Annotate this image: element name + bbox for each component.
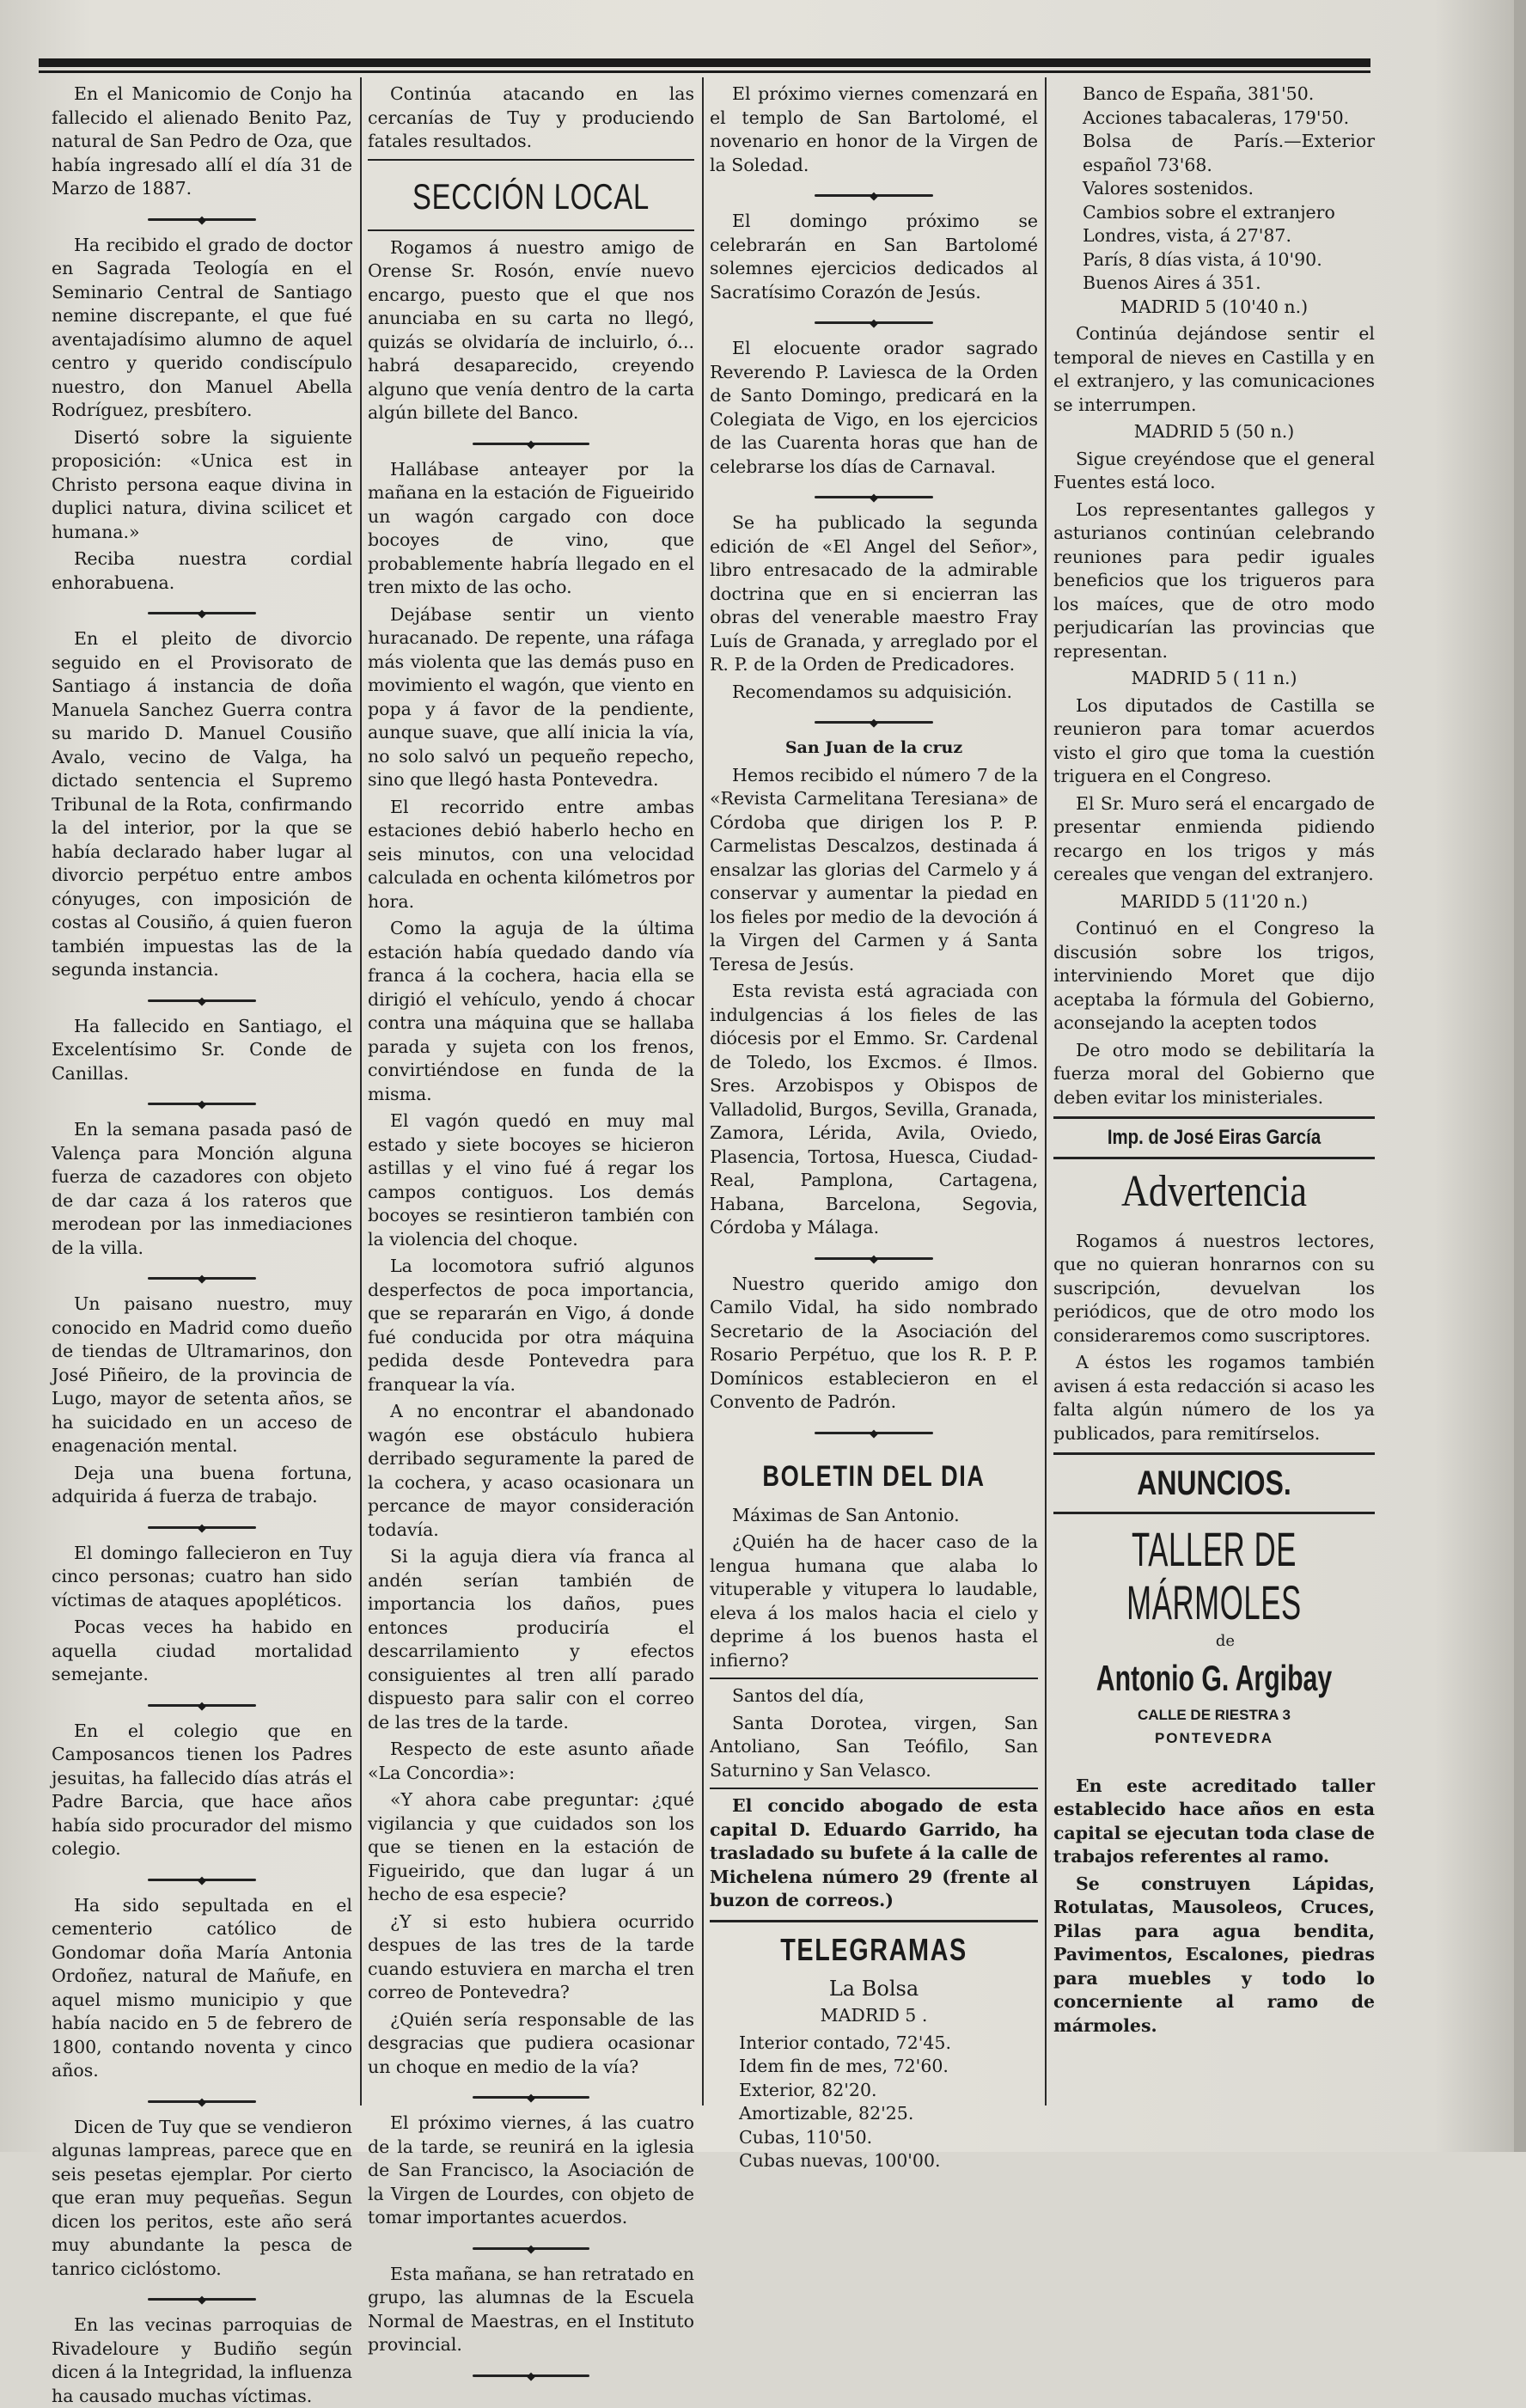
news-item: Disertó sobre la siguiente proposición: «Unica est in Christo persona eaque divina in duplici natura, divina scilicet et humana.» [52, 426, 352, 542]
news-item: En el pleito de divorcio seguido en el Provisorato de Santiago á instancia de doña Manuela Sanchez Guerra contra su marido D. Manuel Cousiño Avalo, vecino de Valga, ha dictado sentencia el Supremo Tribunal de la Rota, confirmando la del interior, por la que se había declarado haber lugar al divorcio perpétuo entre ambos cónyuges, con imposición de costas al Cousiño, á quien fueron también impuestas las de la segunda instancia. [52, 628, 352, 980]
dateline: MADRID 5 . [820, 2005, 928, 2026]
news-item: Como la aguja de la última estación había quedado dando vía franca á la cochera, hacia ella se dirigió el vehículo, yendo á chocar contra una máquina que se hallaba parada y sujeta con los frenos, convirtiéndose en funda de la misma. [368, 918, 694, 1104]
imprint: Imp. de José Eiras García [1107, 1126, 1322, 1149]
news-item: El próximo viernes comenzará en el templo de San Bartolomé, el novenario en honor de la Virgen de la Soledad. [710, 83, 1038, 175]
ornament-divider [710, 482, 1038, 511]
quote-line: Amortizable, 82'25. [739, 2103, 914, 2124]
news-item: Reciba nuestra cordial enhorabuena. [52, 548, 352, 593]
news-item: El vagón quedó en muy mal estado y siete bocoyes se hicieron astillas y el vino fué á regar los campos contiguos. Los demás bocoyes se resintieron también con la violencia del choque. [368, 1110, 694, 1250]
news-item: Santa Dorotea, virgen, San Antoliano, San Teófilo, San Saturnino y San Velasco. [710, 1712, 1038, 1781]
news-item: El domingo próximo se celebrarán en San Bartolomé solemnes ejercicios dedicados al Sacratísimo Corazón de Jesús. [710, 211, 1038, 303]
ad-connector: de [1215, 1632, 1236, 1650]
quote-line: Valores sostenidos. [1083, 178, 1254, 199]
news-item: Continuó en el Congreso la discusión sobre los trigos, interviniendo Moret que dijo aceptaba la fórmula del Gobierno, aconsejando la acepten todos [1053, 918, 1375, 1033]
news-item: Se ha publicado la segunda edición de «El Angel del Señor», libro entresacado de la admirable doctrina que en si encierran las obras del venerable maestro Fray Luís de Granada, y arreglado por el R. P. de la Orden de Predicadores. [710, 512, 1038, 675]
quote-line: Interior contado, 72'45. [739, 2032, 951, 2053]
news-item: El elocuente orador sagrado Reverendo P. Laviesca de la Orden de Santo Domingo, predicará en la Colegiata de Vigo, en los ejercicios de las Cuarenta horas que han de celebrarse los días de Carnaval. [710, 338, 1038, 477]
news-item: Respecto de este asunto añade «La Concordia»: [368, 1739, 694, 1783]
news-item: ¿Y si esto hubiera ocurrido despues de las tres de la tarde cuando estuviera en marcha el tren correo de Pontevedra? [368, 1910, 694, 2002]
news-item: En las vecinas parroquias de Rivadeloure y Budiño según dicen á la Integridad, la influenza ha causado muchas víctimas. [52, 2314, 352, 2406]
news-item: Los diputados de Castilla se reunieron para tomar acuerdos visto el giro que toma la cuestión triguera en el Congreso. [1053, 694, 1375, 786]
quote-line: París, 8 días vista, á 10'90. [1083, 248, 1322, 270]
ad-text: Se construyen Lápidas, Rotulatas, Mausoleos, Cruces, Pilas para agua bendita, Pavimentos, Escalones, piedras para muebles y todo lo concerniente al ramo de mármoles. [1053, 1873, 1375, 2036]
news-item: Ha recibido el grado de doctor en Sagrada Teología en el Seminario Central de Santiago nemine discrepante, el que fué aventajadísimo alumno de aquel centro y querido condiscípulo nuestro, don Manuel Abella Rodríguez, presbítero. [52, 234, 352, 420]
advertencia-title: Advertencia [1121, 1166, 1307, 1216]
quote-line: Cubas nuevas, 100'00. [739, 2150, 941, 2171]
section-title: SECCIÓN LOCAL [412, 175, 650, 217]
news-item: ¿Quién ha de hacer caso de la lengua humana que alaba lo vituperable y vitupera lo laudable, eleva á los malos hacia el cielo y deprime á los buenos hasta el infierno? [710, 1531, 1038, 1671]
ornament-divider [368, 2234, 694, 2263]
notice-item: El concido abogado de esta capital D. Eduardo Garrido, ha trasladado su bufete á la calle de Michelena número 29 (frente al buzon de correos.) [710, 1795, 1038, 1910]
quote-line: Acciones tabacaleras, 179'50. [1083, 107, 1350, 128]
column-3 [710, 83, 1038, 2171]
ornament-divider [710, 308, 1038, 337]
quote-list [710, 2032, 1038, 2173]
rule [368, 229, 694, 231]
quote-line: Cambios sobre el extranjero [1083, 201, 1335, 223]
column-rule [1045, 77, 1047, 2105]
ornament-divider [52, 598, 352, 627]
ad-title: TALLER DE MÁRMOLES [1126, 1522, 1302, 1629]
news-item: A no encontrar el abandonado wagón ese obstáculo hubiera derribado seguramente la pared de la cochera, y acaso ocasionara un percance de mayor consideración todavía. [368, 1401, 694, 1540]
news-item: Hallábase anteayer por la mañana en la estación de Figueirido un wagón cargado con doce bocoyes de vino, que probablemente habría llegado en el tren mixto de las ocho. [368, 458, 694, 597]
news-item: El recorrido entre ambas estaciones debió haberlo hecho en seis minutos, con una velocidad calculada en ochenta kilómetros por hora. [368, 796, 694, 912]
ornament-divider [52, 2284, 352, 2313]
news-item: En la semana pasada pasó de Valença para Monción alguna fuerza de cazadores con objeto de dar caza á los rateros que merodean por las inmediaciones de la villa. [52, 1119, 352, 1258]
news-item: Ha sido sepultada en el cementerio católico de Gondomar doña María Antonia Ordoñez, natural de Mañufe, en aquel mismo municipio y que había nacido en 5 de febrero de 1800, contando noventa y cinco años. [52, 1894, 352, 2081]
header-rule-thin [39, 70, 1370, 73]
telegramas-title: TELEGRAMAS [780, 1931, 967, 1967]
ornament-divider [52, 2087, 352, 2116]
rule [710, 1788, 1038, 1789]
news-item: El próximo viernes, á las cuatro de la tarde, se reunirá en la iglesia de San Francisco, la Asociación de la Virgen de Lourdes, con objeto de tomar importantes acuerdos. [368, 2112, 694, 2228]
ornament-divider [52, 1089, 352, 1118]
quote-line: Buenos Aires á 351. [1083, 272, 1261, 293]
rule [1053, 1116, 1375, 1119]
ornament-divider [368, 429, 694, 458]
news-item: Pocas veces ha habido en aquella ciudad mortalidad semejante. [52, 1617, 352, 1684]
news-item: Máximas de San Antonio. [732, 1504, 960, 1525]
rule [710, 1920, 1038, 1922]
notice-item: A éstos les rogamos también avisen á esta redacción si acaso les falta algún número de los ya publicados, para remitírselos. [1053, 1352, 1375, 1444]
quote-line: Banco de España, 381'50. [1083, 83, 1315, 104]
news-item: Esta revista está agraciada con indulgencias á los fieles de las diócesis por el Emmo. Sr. Cardenal de Toledo, los Excmos. é Ilmos. Sres. Arzobispos y Obispos de Valladolid, Burgos, Sevilla, Granada, Zamora, Lérida, Avila, Oviedo, Plasencia, Tortosa, Huesca, Ciudad-Real, Pamplona, Cartagena, Habana, Barcelona, Segovia, Córdoba y Málaga. [710, 981, 1038, 1238]
subheading: San Juan de la cruz [784, 738, 963, 757]
news-item: Sigue creyéndose que el general Fuentes está loco. [1053, 448, 1375, 492]
news-item: Si la aguja diera vía franca al andén serían también de importancia los daños, pues entonces produciría el descarrilamiento y efectos consiguientes al tren allí parado dispuesto para salir con el correo de las tres de la tarde. [368, 1546, 694, 1733]
anuncios-title: ANUNCIOS. [1137, 1464, 1291, 1502]
news-item: En el Manicomio de Conjo ha fallecido el alienado Benito Paz, natural de San Pedro de Oza, que había ingresado allí el día 31 de Marzo de 1887. [52, 83, 352, 199]
ad-address: CALLE DE RIESTRA 3 [1138, 1706, 1291, 1723]
notice-item: Rogamos á nuestros lectores, que no quieran honrarnos con su suscripción, devuelvan los periódicos, que de otro modo los consideraremos como suscriptores. [1053, 1230, 1375, 1346]
news-item: Un paisano nuestro, muy conocido en Madrid como dueño de tiendas de Ultramarinos, don José Piñeiro, de la provincia de Lugo, mayor de setenta años, se ha suicidado en un acceso de enagenación mental. [52, 1293, 352, 1456]
news-item: Los representantes gallegos y asturianos continúan celebrando reuniones para pedir iguales beneficios que los trigueros para los maíces, que de otro modo perjudicarían las provincias que representan. [1053, 498, 1375, 662]
news-item: Deja una buena fortuna, adquirida á fuerza de trabajo. [52, 1462, 352, 1507]
column-4 [1053, 83, 1375, 2111]
news-item: Ha fallecido en Santiago, el Excelentísimo Sr. Conde de Canillas. [52, 1015, 352, 1084]
news-item: En el colegio que en Camposancos tienen los Padres jesuitas, ha fallecido días atrás el Padre Barcia, que hace años había sido procurador del mismo colegio. [52, 1720, 352, 1859]
news-item: ¿Quién sería responsable de las desgracias que pudiera ocasionar un choque en medio de la vía? [368, 2008, 694, 2077]
bolsa-heading: La Bolsa [828, 1976, 919, 2001]
rule [1053, 1452, 1375, 1455]
dateline: MADRID 5 (50 n.) [1133, 421, 1295, 442]
ad-city: PONTEVEDRA [1154, 1730, 1274, 1746]
news-item: Nuestro querido amigo don Camilo Vidal, ha sido nombrado Secretario de la Asociación del Rosario Perpétuo, que los R. P. P. Domínicos establecieron en el Convento de Padrón. [710, 1273, 1038, 1412]
news-item: Esta mañana, se han retratado en grupo, las alumnas de la Escuela Normal de Maestras, en el Instituto provincial. [368, 2263, 694, 2355]
ornament-divider [368, 2082, 694, 2112]
rule [368, 159, 694, 161]
news-item: De otro modo se debilitaría la fuerza moral del Gobierno que deben evitar los ministeriales. [1053, 1039, 1375, 1108]
news-item: Santos del día, [732, 1685, 864, 1706]
dateline: MADRID 5 ( 11 n.) [1131, 668, 1297, 688]
ornament-divider [52, 1690, 352, 1720]
ornament-divider [52, 1865, 352, 1894]
news-item: Dejábase sentir un viento huracanado. De repente, una ráfaga más violenta que las demás puso en movimiento el wagón, que viento en popa y á favor de la pendiente, aunque suave, que allí inicia la vía, no solo salvó un pequeño repecho, sino que llegó hasta Pontevedra. [368, 603, 694, 790]
news-item: Hemos recibido el número 7 de la «Revista Carmelitana Teresiana» de Córdoba que dirigen los P. P. Carmelistas Descalzos, destinada á ensalzar las glorias del Carmelo y á conservar y aumentar la piedad en los fieles por medio de la devoción á la Virgen del Carmen y á Santa Teresa de Jesús. [710, 764, 1038, 975]
boletin-title: BOLETIN DEL DIA [762, 1459, 986, 1493]
ornament-divider [710, 1418, 1038, 1447]
ornament-divider [710, 1244, 1038, 1273]
news-item: Recomendamos su adquisición. [732, 681, 1012, 702]
news-item: La locomotora sufrió algunos desperfectos de poca importancia, que se repararán en Vigo, á donde fué conducida por otra máquina pedida desde Pontevedra para franquear la vía. [368, 1256, 694, 1395]
quote-line: Cubas, 110'50. [739, 2126, 873, 2148]
ornament-divider [710, 180, 1038, 210]
dateline: MARIDD 5 (11'20 n.) [1120, 890, 1309, 912]
ornament-divider [52, 1513, 352, 1542]
page-edge [1514, 0, 1526, 2152]
ornament-divider [52, 205, 352, 234]
ornament-divider [368, 2361, 694, 2390]
rule [1053, 1157, 1375, 1159]
quote-line: Bolsa de París.—Exterior español 73'68. [1083, 131, 1375, 175]
news-item: El Sr. Muro será el encargado de presentar enmienda pidiendo recargo en los trigos y más cereales que vengan del extranjero. [1053, 792, 1375, 884]
quote-line: Exterior, 82'20. [739, 2079, 877, 2100]
news-item: Rogamos á nuestro amigo de Orense Sr. Rosón, envíe nuevo encargo, puesto que el que nos anunciaba en su carta no llegó, quizás se olvidaría de incluirlo, ó... habrá desaparecido, creyendo alguno que venía dentro de la carta algún billete del Banco. [368, 236, 694, 423]
news-item: «Y ahora cabe preguntar: ¿qué vigilancia y que cuidados son los que se tienen en la estación de Figueirido, que dan lugar á un hecho de esa especie? [368, 1789, 694, 1904]
quote-line: Londres, vista, á 27'87. [1083, 225, 1291, 246]
header-rule [39, 58, 1370, 67]
news-item: El domingo fallecieron en Tuy cinco personas; cuatro han sido víctimas de ataques apopléticos. [52, 1542, 352, 1610]
column-rule [702, 77, 704, 2105]
column-1 [52, 83, 352, 2406]
news-item: Continúa dejándose sentir el temporal de nieves en Castilla y en el extranjero, y las comunicaciones se interrumpen. [1053, 323, 1375, 415]
news-item: Continúa atacando en las cercanías de Tuy y produciendo fatales resultados. [368, 83, 694, 151]
ad-text: En este acreditado taller establecido hace años en esta capital se ejecutan toda clase de trabajos referentes al ramo. [1053, 1775, 1375, 1867]
ornament-divider [52, 986, 352, 1015]
ad-owner-name: Antonio G. Argibay [1096, 1657, 1333, 1698]
ornament-divider [52, 1263, 352, 1293]
ornament-divider [710, 707, 1038, 736]
rule [1053, 1512, 1375, 1514]
column-2 [368, 83, 694, 2355]
dateline: MADRID 5 (10'40 n.) [1120, 296, 1309, 317]
column-rule [360, 77, 362, 2105]
quote-line: Idem fin de mes, 72'60. [739, 2056, 949, 2076]
news-item: Dicen de Tuy que se vendieron algunas lampreas, parece que en seis pesetas ejemplar. Por cierto que eran muy pequeñas. Segun dicen los peritos, este año será muy abundante la pesca de tanrico ciclóstomo. [52, 2116, 352, 2279]
quote-list [1053, 83, 1375, 296]
rule [710, 1678, 1038, 1679]
